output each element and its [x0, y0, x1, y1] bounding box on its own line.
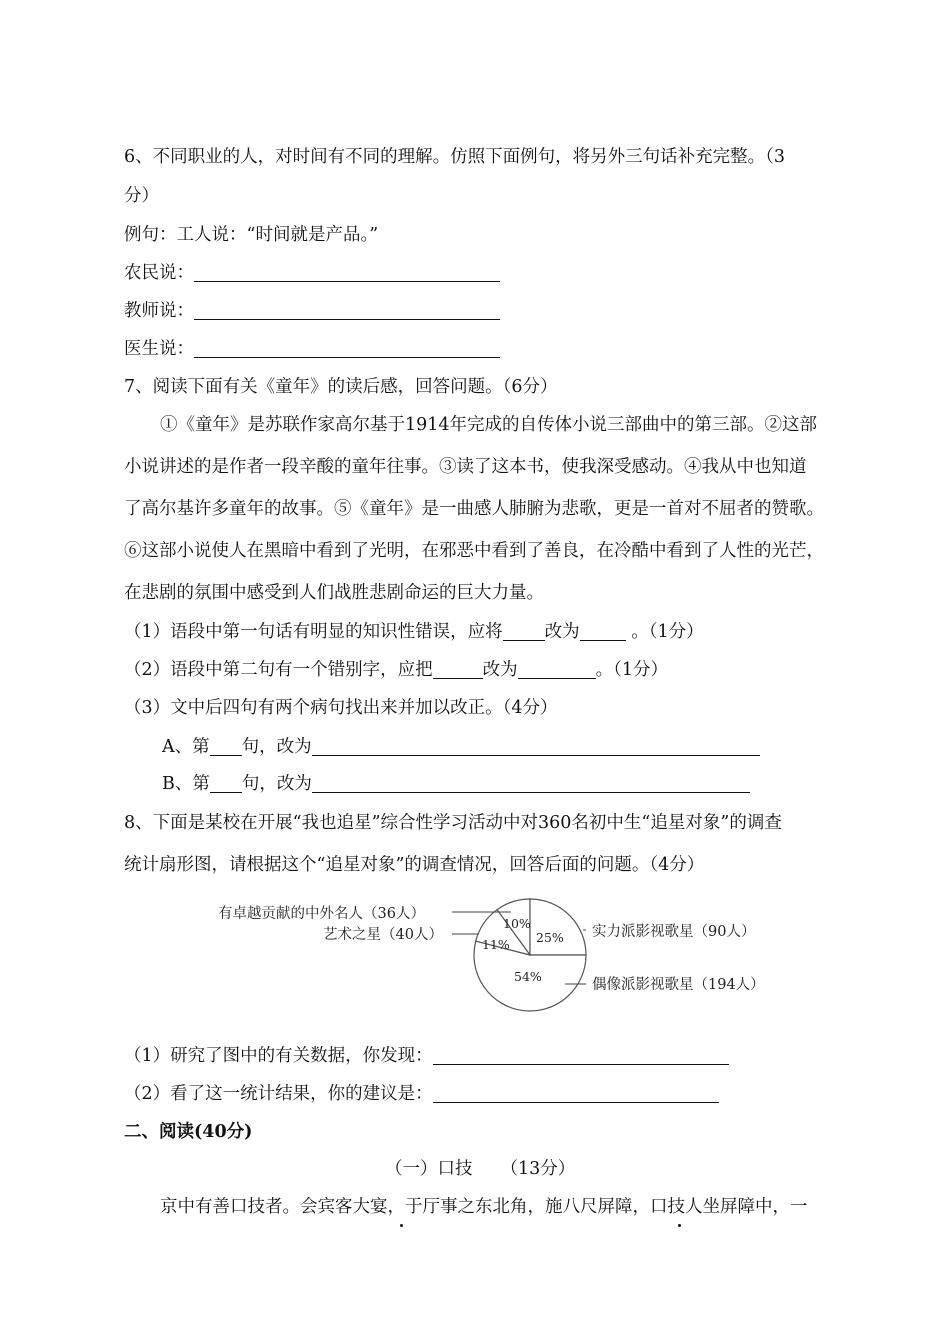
q7-sub1-text: （1）语段中第一句话有明显的知识性错误，应将 — [124, 622, 503, 642]
q6-farmer-row — [124, 262, 500, 284]
pie-pct-celebrities: 10% — [503, 916, 531, 931]
q7-para-line3: 了高尔基许多童年的故事。⑤《童年》是一曲感人肺腑为悲歌，更是一首对不屈者的赞歌。 — [124, 499, 824, 519]
pie-label-celebrities: 有卓越贡献的中外名人（36人） — [218, 906, 425, 922]
q8-sub1-blank[interactable] — [433, 1046, 729, 1065]
q6-line2: 分） — [124, 186, 159, 206]
q7-option-b-blank2[interactable] — [312, 774, 750, 793]
section2-subtitle-score: （13分） — [500, 1159, 576, 1179]
q7-sub2-end: 。（1分） — [595, 660, 669, 680]
section2-subtitle — [385, 1158, 575, 1180]
q7-title: 7、阅读下面有关《童年》的读后感，回答问题。（6分） — [124, 377, 558, 397]
pie-slice-strength-stars — [530, 899, 586, 955]
q6-doctor-label: 医生说： — [124, 339, 194, 359]
q7-option-b-blank1[interactable] — [210, 774, 242, 793]
emphasis-dot-1 — [400, 1224, 403, 1227]
q8-sub2-blank[interactable] — [433, 1084, 719, 1103]
q7-sub2-text: （2）语段中第二句有一个错别字，应把 — [124, 660, 433, 680]
pie-pct-idol-stars: 54% — [514, 969, 542, 984]
q7-option-b — [162, 773, 750, 795]
q7-sub3: （3）文中后四句有两个病句找出来并加以改正。（4分） — [124, 698, 558, 718]
q8-sub1-text: （1）研究了图中的有关数据，你发现： — [124, 1046, 433, 1066]
q7-sub1-blank2[interactable] — [580, 622, 626, 641]
q8-line2: 统计扇形图，请根据这个“追星对象”的调查情况，回答后面的问题。（4分） — [124, 855, 705, 875]
q8-sub1 — [124, 1045, 729, 1067]
section2-title: 二、阅读(40分) — [124, 1122, 253, 1142]
q6-teacher-blank[interactable] — [194, 301, 500, 320]
q6-doctor-blank[interactable] — [194, 339, 500, 358]
q6-farmer-label: 农民说： — [124, 263, 194, 283]
q8-line1: 8、下面是某校在开展“我也追星”综合性学习活动中对360名初中生“追星对象”的调查 — [124, 813, 782, 833]
section2-text-line1: 京中有善口技者。会宾客大宴，于厅事之东北角，施八尺屏障，口技人坐屏障中，一 — [160, 1197, 808, 1217]
q7-para-line2: 小说讲述的是作者一段辛酸的童年往事。③读了这本书，使我深受感动。④我从中也知道 — [124, 457, 807, 477]
pie-label-art-stars: 艺术之星（40人） — [323, 927, 443, 943]
q6-farmer-blank[interactable] — [194, 263, 500, 282]
section2-subtitle-name: （一）口技 — [385, 1159, 473, 1179]
q7-option-a-label: A、第 — [162, 737, 210, 757]
q6-doctor-row — [124, 338, 500, 360]
q7-sub1-end: 。（1分） — [631, 622, 704, 642]
q7-sub2-mid: 改为 — [482, 660, 518, 680]
pie-label-idol-stars: 偶像派影视歌星（194人） — [592, 977, 765, 993]
q7-sub1-blank1[interactable] — [503, 622, 545, 641]
q6-teacher-label: 教师说： — [124, 301, 194, 321]
q7-option-b-mid: 句，改为 — [241, 774, 312, 794]
q7-para-line1: ①《童年》是苏联作家高尔基于1914年完成的自传体小说三部曲中的第三部。②这部 — [160, 415, 818, 435]
q6-line1: 6、不同职业的人，对时间有不同的理解。仿照下面例句，将另外三句话补充完整。（3 — [124, 147, 786, 167]
q7-sub2-blank1[interactable] — [433, 660, 483, 679]
pie-pct-strength-stars: 25% — [536, 930, 564, 945]
q7-sub1 — [124, 621, 704, 643]
q7-sub2 — [124, 659, 668, 681]
emphasis-dot-2 — [678, 1224, 681, 1227]
q7-para-line5: 在悲剧的氛围中感受到人们战胜悲剧命运的巨大力量。 — [124, 583, 544, 603]
q7-sub2-blank2[interactable] — [518, 660, 596, 679]
pie-label-strength-stars: 实力派影视歌星（90人） — [592, 924, 756, 940]
q7-sub1-mid: 改为 — [544, 622, 580, 642]
q8-sub2-text: （2）看了这一统计结果，你的建议是： — [124, 1084, 433, 1104]
q7-option-a-blank1[interactable] — [210, 737, 242, 756]
q6-example: 例句：工人说：“时间就是产品。” — [124, 225, 379, 245]
q7-option-a-mid: 句，改为 — [241, 737, 312, 757]
q6-teacher-row — [124, 300, 500, 322]
pie-chart — [0, 890, 950, 1030]
q7-option-b-label: B、第 — [162, 774, 210, 794]
pie-pct-art-stars: 11% — [482, 937, 510, 952]
q7-option-a — [162, 736, 760, 758]
q7-option-a-blank2[interactable] — [312, 737, 760, 756]
q8-sub2 — [124, 1083, 719, 1105]
q7-para-line4: ⑥这部小说使人在黑暗中看到了光明，在邪恶中看到了善良，在冷酷中看到了人性的光芒， — [124, 541, 824, 561]
